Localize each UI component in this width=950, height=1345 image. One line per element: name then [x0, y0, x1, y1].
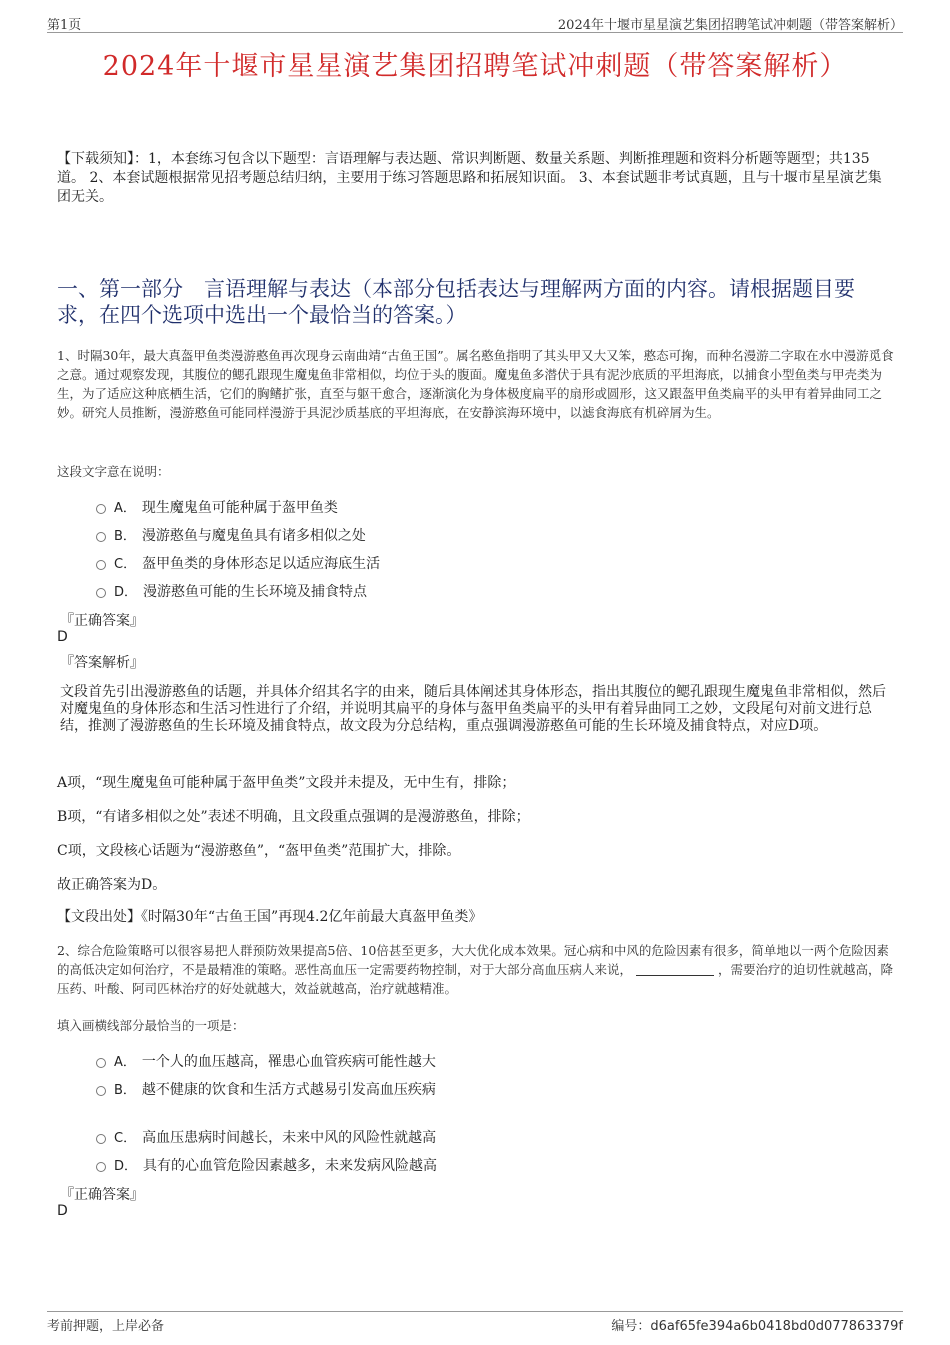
radio-icon[interactable]	[96, 504, 106, 514]
q1-note-a: A项，“现生魔鬼鱼可能种属于盔甲鱼类”文段并未提及，无中生有，排除；	[57, 775, 516, 791]
q1-option-b[interactable]: B． 漫游憨鱼与魔鬼鱼具有诸多相似之处	[96, 525, 366, 545]
document-title: 2024年十堰市星星演艺集团招聘笔试冲刺题（带答案解析）	[102, 51, 848, 82]
header-doc-title: 2024年十堰市星星演艺集团招聘笔试冲刺题（带答案解析）	[557, 18, 903, 33]
answer-blank	[636, 963, 714, 976]
q2-option-a[interactable]: A． 一个人的血压越高，罹患心血管疾病可能性越大	[96, 1051, 436, 1071]
q1-analysis: 文段首先引出漫游憨鱼的话题，并具体介绍其名字的由来，随后具体阐述其身体形态，指出其腹位的鳃孔跟现生魔鬼鱼非常相似，然后对魔鬼鱼的身体形态和生活习性进行了介绍，并说明其扁平的身体与盔甲鱼类扁平的头甲有着异曲同工之妙，文段尾句对前文进行总结，推测了漫游憨鱼的生长环境及捕食特点，故文段为分总结构，重点强调漫游憨鱼可能的生长环境及捕食特点，对应D项。	[60, 684, 886, 734]
radio-icon[interactable]	[96, 1134, 106, 1144]
q1-option-c[interactable]: C． 盔甲鱼类的身体形态足以适应海底生活	[96, 553, 380, 573]
q2-option-d[interactable]: D． 具有的心血管危险因素越多，未来发病风险越高	[96, 1155, 437, 1175]
q2-option-b[interactable]: B． 越不健康的饮食和生活方式越易引发高血压疾病	[96, 1079, 436, 1099]
q1-answer-label: 『正确答案』	[60, 613, 144, 629]
question-2-prompt: 填入画横线部分最恰当的一项是：	[57, 1018, 245, 1033]
q1-note-c: C项，文段核心话题为“漫游憨鱼”，“盔甲鱼类”范围扩大，排除。	[57, 843, 461, 859]
q2-option-c[interactable]: C． 高血压患病时间越长，未来中风的风险性就越高	[96, 1127, 436, 1147]
q2-answer-label: 『正确答案』	[60, 1187, 144, 1203]
download-notice: 【下载须知】：1，本套练习包含以下题型：言语理解与表达题、常识判断题、数量关系题、判断推理题和资料分析题等题型；共135道。 2、本套试题根据常见招考题总结归纳，主要用于练习答题思路和拓展知识面。 3、本套试题非考试真题，且与十堰市星星演艺集团无关。	[57, 151, 882, 205]
radio-icon[interactable]	[96, 588, 106, 598]
section-heading: 一、第一部分 言语理解与表达（本部分包括表达与理解两方面的内容。请根据题目要求，在四个选项中选出一个最恰当的答案。）	[57, 277, 855, 327]
q1-option-a[interactable]: A． 现生魔鬼鱼可能种属于盔甲鱼类	[96, 497, 338, 517]
q1-source: 【文段出处】《时隔30年“古鱼王国”再现4.2亿年前最大真盔甲鱼类》	[57, 909, 483, 925]
footer-code: 编号：d6af65fe394a6b0418bd0d077863379f	[611, 1319, 903, 1334]
radio-icon[interactable]	[96, 560, 106, 570]
radio-icon[interactable]	[96, 1162, 106, 1172]
radio-icon[interactable]	[96, 1086, 106, 1096]
q2-answer: D	[57, 1203, 68, 1219]
radio-icon[interactable]	[96, 532, 106, 542]
page-number: 第1页	[47, 18, 82, 33]
page-header	[47, 12, 903, 33]
q1-answer: D	[57, 629, 68, 645]
page-footer	[47, 1311, 903, 1334]
radio-icon[interactable]	[96, 1058, 106, 1068]
q1-note-b: B项，“有诸多相似之处”表述不明确，且文段重点强调的是漫游憨鱼，排除；	[57, 809, 530, 825]
q1-conclusion: 故正确答案为D。	[57, 877, 167, 893]
question-2-stem: 2、综合危险策略可以很容易把人群预防效果提高5倍、10倍甚至更多，大大优化成本效果。冠心病和中风的危险因素有很多，简单地以一两个危险因素的高低决定如何治疗，不是最精准的策略。恶性高血压一定需要药物控制，对于大部分高血压病人来说， ，需要治疗的迫切性就越高，降压药、叶酸、阿司匹林治疗的好处就越大，效益就越高，治疗就越精准。	[57, 943, 894, 996]
q1-option-d[interactable]: D． 漫游憨鱼可能的生长环境及捕食特点	[96, 581, 367, 601]
q1-analysis-label: 『答案解析』	[60, 655, 144, 671]
question-1-stem: 1、时隔30年，最大真盔甲鱼类漫游憨鱼再次现身云南曲靖“古鱼王国”。属名憨鱼指明了其头甲又大又笨，憨态可掬，而种名漫游二字取在水中漫游觅食之意。通过观察发现，其腹位的鳃孔跟现生魔鬼鱼非常相似，均位于头的腹面。魔鬼鱼多潜伏于具有泥沙底质的平坦海底，以捕食小型鱼类与甲壳类为生，为了适应这种底栖生活，它们的胸鳍扩张，直至与躯干愈合，逐渐演化为身体极度扁平的扇形或圆形，这又跟盔甲鱼类扁平的头甲有着异曲同工之妙。研究人员推断，漫游憨鱼可能同样漫游于具泥沙质基底的平坦海底，在安静滨海环境中，以滤食海底有机碎屑为生。	[57, 348, 894, 420]
footer-slogan: 考前押题，上岸必备	[47, 1319, 165, 1334]
question-1-prompt: 这段文字意在说明：	[57, 464, 170, 479]
